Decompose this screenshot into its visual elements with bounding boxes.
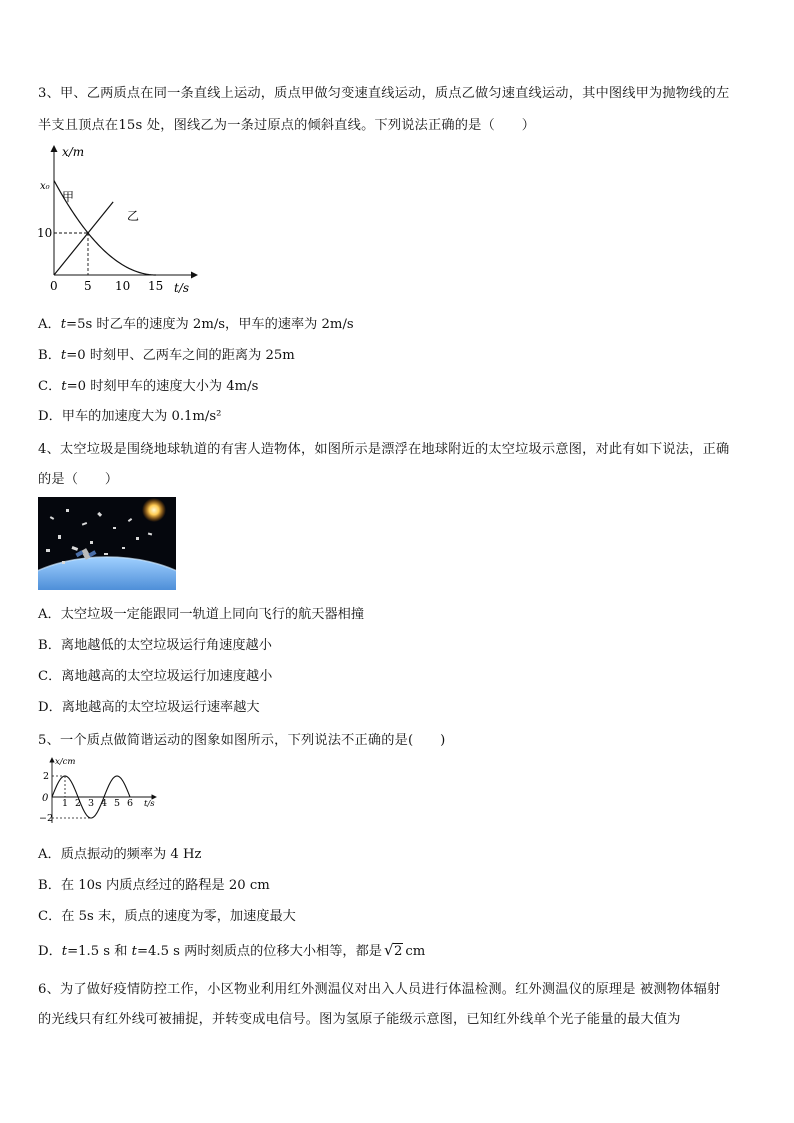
q4-option-b: B．离地越低的太空垃圾运行角速度越小 (38, 638, 272, 653)
option-letter: A． (38, 317, 61, 332)
option-var: t (61, 379, 67, 394)
q5-ytick-2: 2 (43, 771, 50, 782)
q3-series-yi-line (54, 202, 113, 275)
q3-xt-graph (34, 140, 214, 300)
sqrt-value: 2 (393, 944, 403, 959)
q3-xt-graph-svg (34, 140, 214, 300)
q3-yi-label: 乙 (127, 209, 140, 223)
q5-xtick-1: 1 (62, 798, 69, 809)
q4-stem-line2: 的是（ ） (38, 472, 119, 487)
q5-xtick-4: 4 (101, 798, 108, 809)
q5-ytick-neg2: −2 (39, 813, 54, 824)
space-debris-illustration (38, 497, 176, 590)
option-text: =5s 时乙车的速度为 2m/s，甲车的速率为 2m/s (66, 317, 354, 332)
option-letter: C． (38, 909, 62, 924)
q3-xtick-0: 0 (50, 279, 58, 293)
q4-stem-line1: 4、太空垃圾是围绕地球轨道的有害人造物体，如图所示是漂浮在地球附近的太空垃圾示意图，对此有如下说法，正确 (38, 442, 730, 457)
q3-xtick-15: 15 (148, 279, 164, 293)
q3-y-label: x/m (62, 145, 85, 159)
q3-ytick-10: 10 (37, 226, 53, 240)
q5-shm-graph (34, 755, 164, 827)
q3-x0-label: x₀ (40, 181, 50, 192)
q3-option-d (38, 405, 221, 424)
q6-stem-line1: 6、为了做好疫情防控工作，小区物业利用红外测温仪对出入人员进行体温检测。红外测温仪的原理是 被测物体辐射 (38, 982, 721, 997)
option-letter: A． (38, 847, 61, 862)
option-text: =0 时刻甲、乙两车之间的距离为 25m (66, 348, 295, 363)
option-var: t (61, 944, 68, 959)
sun-icon (142, 498, 166, 522)
q5-option-c (38, 905, 296, 924)
option-letter: D． (38, 944, 62, 959)
q3-xtick-10: 10 (115, 279, 131, 293)
q3-stem-line2: 半支且顶点在15s 处，图线乙为一条过原点的倾斜直线。下列说法正确的是（ ） (38, 118, 536, 133)
q4-option-a: A．太空垃圾一定能跟同一轨道上同向飞行的航天器相撞 (38, 607, 365, 622)
q5-x-label: t/s (144, 799, 155, 809)
option-letter: C． (38, 379, 62, 394)
option-text: 在 10s 内质点经过的路程是 20 cm (60, 878, 270, 893)
q4-option-c: C．离地越高的太空垃圾运行加速度越小 (38, 669, 273, 684)
q5-option-a (38, 843, 201, 862)
option-var: t (131, 944, 137, 959)
q5-stem-line1: 5、一个质点做简谐运动的图象如图所示，下列说法不正确的是( ) (38, 733, 446, 748)
option-text: 甲车的加速度大为 0.1m/s² (61, 409, 222, 424)
sqrt-symbol: √ 2 (383, 941, 403, 959)
option-var: t (60, 348, 67, 363)
q5-xtick-3: 3 (88, 798, 95, 809)
option-letter: D． (38, 409, 62, 424)
option-letter: B． (38, 348, 61, 363)
space-debris-image (38, 497, 176, 590)
q5-option-b (38, 874, 270, 893)
option-text: =0 时刻甲车的速度大小为 4m/s (66, 379, 259, 394)
q5-xtick-5: 5 (114, 798, 121, 809)
q3-option-b (38, 344, 295, 363)
option-text: =1.5 s 和 (67, 944, 132, 959)
q5-option-d (38, 940, 425, 959)
option-var: t (60, 317, 67, 332)
option-text: =4.5 s 两时刻质点的位移大小相等，都是 (136, 944, 382, 959)
option-letter: B． (38, 878, 61, 893)
q3-option-a (38, 313, 354, 332)
q3-option-c (38, 375, 258, 394)
q3-stem-line1: 3、甲、乙两质点在同一条直线上运动，质点甲做匀变速直线运动，质点乙做匀速直线运动，其中图线甲为抛物线的左 (38, 86, 730, 101)
q3-jia-label: 甲 (62, 190, 75, 204)
option-text: 在 5s 末，质点的速度为零，加速度最大 (61, 909, 296, 924)
q3-x-label: t/s (174, 281, 190, 295)
q4-option-d: D．离地越高的太空垃圾运行速率越大 (38, 700, 260, 715)
option-text: 质点振动的频率为 4 Hz (60, 847, 202, 862)
option-unit: cm (405, 944, 426, 959)
q6-stem-line2: 的光线只有红外线可被捕捉，并转变成电信号。图为氢原子能级示意图，已知红外线单个光子能量的最大值为 (38, 1012, 681, 1027)
q5-xtick-6: 6 (127, 798, 134, 809)
q3-xtick-5: 5 (84, 279, 92, 293)
q5-y-label: x/cm (55, 757, 76, 767)
q5-ytick-0: 0 (42, 793, 49, 804)
q5-xtick-2: 2 (75, 798, 82, 809)
q5-shm-graph-svg (34, 755, 164, 827)
